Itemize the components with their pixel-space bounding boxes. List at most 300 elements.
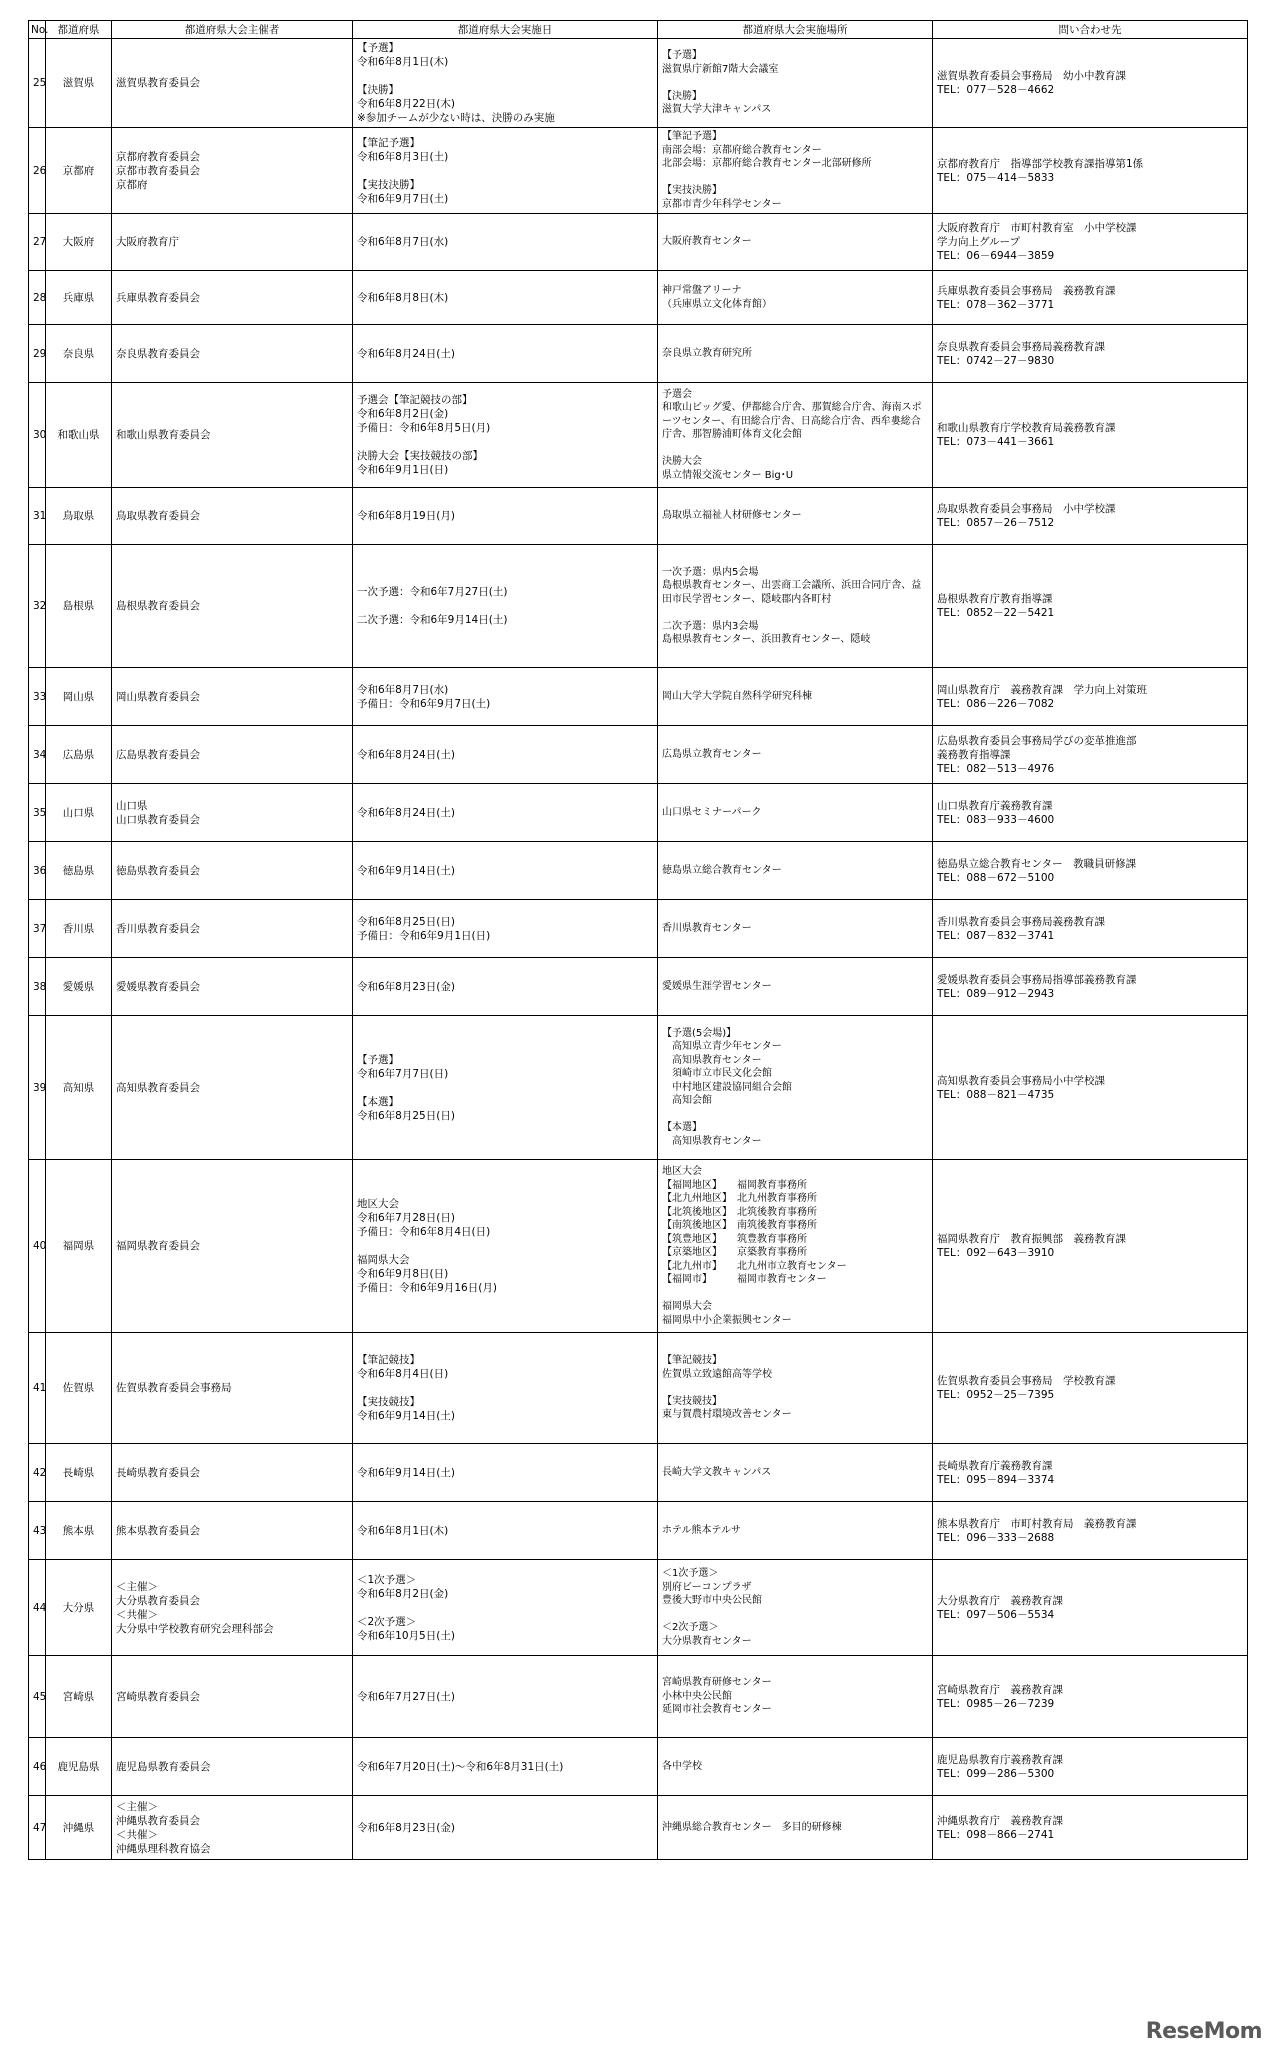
date-cell [353,1502,658,1560]
contact-cell-text: 高知県教育委員会事務局小中学校課 TEL：088－821－4735 [937,1074,1105,1101]
contact-cell [933,958,1248,1016]
date-cell-text: 一次予選：令和6年7月27日(土) 二次予選：令和6年9月14日(土) [357,586,508,626]
row-number-text: 47 [33,1821,47,1834]
venue-cell [658,1738,933,1796]
contact-cell-text: 鹿児島県教育庁義務教育課 TEL：099－286－5300 [937,1753,1063,1780]
prefecture-cell [46,545,112,668]
venue-cell-text: 予選会 和歌山ビッグ愛、伊都総合庁舎、那賀総合庁舎、海南スポーツセンター、有田総合庁舎、日高総合庁舎、西牟婁総合庁舎、那智勝浦町体育文化会館 決勝大会 県立情報交流センター Big･U [662,388,922,481]
table-row [29,383,1248,488]
row-number [29,1502,46,1560]
header-row [29,21,1248,39]
table-row [29,545,1248,668]
contact-cell [933,383,1248,488]
venue-cell [658,958,933,1016]
date-cell-text: 令和6年7月27日(土) [357,1690,455,1703]
date-cell-text: 地区大会 令和6年7月28日(日) 予備日：令和6年8月4日(日) 福岡県大会 令和6年9月8日(日) 予備日：令和6年9月16日(月) [357,1198,497,1294]
prefecture-cell [46,1502,112,1560]
organizer-cell [112,1444,353,1502]
header-organizer: 都道府県大会主催者 [112,21,353,39]
contact-cell [933,726,1248,784]
prefecture-cell [46,1738,112,1796]
venue-cell [658,128,933,214]
venue-cell [658,1333,933,1444]
prefecture-cell [46,726,112,784]
organizer-cell-text: 佐賀県教育委員会事務局 [116,1382,232,1394]
contact-cell [933,39,1248,128]
venue-cell-text: 奈良県立教育研究所 [662,347,752,359]
row-number-text: 45 [33,1690,47,1703]
prefecture-cell-text: 長崎県 [62,1466,95,1479]
organizer-cell-text: 福岡県教育委員会 [116,1240,200,1252]
venue-cell-text: 【予選(5会場)】 高知県立青少年センター 高知県教育センター 須崎市立市民文化会館 中村地区建設協同組合会館 高知会館 【本選】 高知県教育センター [662,1027,792,1147]
row-number [29,726,46,784]
row-number [29,1333,46,1444]
contact-cell [933,668,1248,726]
date-cell [353,1444,658,1502]
row-number-text: 29 [33,347,47,360]
contact-cell [933,1016,1248,1160]
organizer-cell [112,1560,353,1656]
organizer-cell-text: 滋賀県教育委員会 [116,77,200,89]
venue-cell-text: 山口県セミナーパーク [662,806,762,818]
date-cell-text: 令和6年8月25日(日) 予備日：令和6年9月1日(日) [357,915,491,942]
date-cell-text: 【筆記予選】 令和6年8月3日(土) 【実技決勝】 令和6年9月7日(土) [357,136,449,205]
header-contact: 問い合わせ先 [933,21,1248,39]
organizer-cell [112,1016,353,1160]
organizer-cell-text: 岡山県教育委員会 [116,690,200,703]
venue-cell-text: 徳島県立総合教育センター [662,864,782,876]
prefecture-cell-text: 山口県 [62,806,95,819]
prefecture-cell-text: 佐賀県 [62,1382,95,1394]
contact-cell-text: 福岡県教育庁 教育振興部 義務教育課 TEL：092－643－3910 [937,1233,1126,1259]
prefecture-cell [46,214,112,271]
venue-cell [658,271,933,325]
venue-cell [658,1160,933,1333]
contact-cell-text: 熊本県教育庁 市町村教育局 義務教育課 TEL：096－333－2688 [937,1517,1137,1544]
date-cell [353,271,658,325]
prefecture-cell [46,1656,112,1738]
venue-cell-text: 宮崎県教育研修センター 小林中央公民館 延岡市社会教育センター [662,1677,772,1716]
contact-cell-text: 広島県教育委員会事務局学びの変革推進部 義務教育指導課 TEL：082－513－4976 [937,734,1137,775]
row-number [29,545,46,668]
table-row [29,784,1248,842]
contact-cell-text: 長崎県教育庁義務教育課 TEL：095－894－3374 [937,1459,1055,1486]
venue-cell-text: 各中学校 [662,1760,702,1772]
prefecture-cell-text: 兵庫県 [62,291,95,304]
venue-cell [658,39,933,128]
prefecture-cell [46,958,112,1016]
organizer-cell-text: 奈良県教育委員会 [116,347,200,360]
header-no: No. [29,21,46,39]
row-number [29,1560,46,1656]
organizer-cell [112,958,353,1016]
date-cell-text: 令和6年8月24日(土) [357,806,455,819]
date-cell [353,39,658,128]
prefecture-cell [46,1560,112,1656]
organizer-cell-text: 京都府教育委員会 京都市教育委員会 京都府 [116,150,200,191]
row-number-text: 25 [33,77,47,89]
row-number-text: 31 [33,510,47,522]
venue-cell [658,214,933,271]
prefecture-cell [46,488,112,545]
date-cell [353,784,658,842]
date-cell-text: 予選会【筆記競技の部】 令和6年8月2日(金) 予備日：令和6年8月5日(月) 決勝大会【実技競技の部】 令和6年9月1日(日) [357,394,491,476]
organizer-cell-text: 鹿児島県教育委員会 [116,1760,211,1773]
prefecture-cell-text: 和歌山県 [57,429,100,441]
venue-cell [658,1444,933,1502]
row-number-text: 27 [33,236,47,248]
prefecture-cell [46,128,112,214]
contact-cell [933,842,1248,900]
venue-cell-text: 岡山大学大学院自然科学研究科棟 [662,690,812,702]
row-number [29,325,46,383]
contact-cell [933,1502,1248,1560]
date-cell-text: 令和6年8月24日(土) [357,748,455,761]
row-number [29,1444,46,1502]
row-number-text: 28 [33,291,47,304]
prefecture-cell-text: 大分県 [62,1601,95,1614]
organizer-cell [112,1738,353,1796]
prefecture-cell [46,784,112,842]
organizer-cell [112,1656,353,1738]
contact-cell-text: 岡山県教育庁 義務教育課 学力向上対策班 TEL：086－226－7082 [937,683,1147,710]
organizer-cell [112,325,353,383]
table-row [29,1502,1248,1560]
table-row [29,668,1248,726]
venue-cell-text: 愛媛県生涯学習センター [662,980,772,992]
venue-cell-text: ＜1次予選＞ 別府ビーコンプラザ 豊後大野市中央公民館 ＜2次予選＞ 大分県教育センター [662,1568,762,1647]
date-cell-text: ＜1次予選＞ 令和6年8月2日(金) ＜2次予選＞ 令和6年10月5日(土) [357,1573,455,1642]
prefecture-cell-text: 広島県 [62,748,95,761]
contact-cell [933,545,1248,668]
table-row [29,900,1248,958]
venue-cell [658,900,933,958]
venue-cell-text: ホテル熊本テルサ [662,1524,741,1536]
venue-cell-text: 大阪府教育センター [662,236,752,248]
organizer-cell [112,784,353,842]
date-cell [353,1656,658,1738]
organizer-cell [112,668,353,726]
table-row [29,325,1248,383]
prefecture-cell [46,1160,112,1333]
venue-cell [658,784,933,842]
prefecture-cell-text: 愛媛県 [62,980,95,993]
table-row [29,128,1248,214]
table-row [29,271,1248,325]
date-cell-text: 令和6年7月20日(土)～令和6年8月31日(土) [357,1760,564,1773]
venue-cell-text: 広島県立教育センター [662,748,762,760]
prefecture-cell [46,1444,112,1502]
date-cell-text: 令和6年8月7日(水) 予備日：令和6年9月7日(土) [357,683,491,710]
date-cell [353,726,658,784]
organizer-cell [112,1796,353,1860]
row-number [29,271,46,325]
date-cell-text: 【筆記競技】 令和6年8月4日(日) 【実技競技】 令和6年9月14日(土) [357,1354,455,1422]
date-cell-text: 令和6年9月14日(土) [357,1466,455,1479]
contact-cell [933,214,1248,271]
contact-cell-text: 兵庫県教育委員会事務局 義務教育課 TEL：078－362－3771 [937,284,1116,311]
date-cell [353,1016,658,1160]
date-cell-text: 令和6年8月24日(土) [357,347,455,360]
prefecture-cell-text: 鹿児島県 [57,1760,100,1773]
prefecture-cell-text: 福岡県 [62,1240,95,1252]
date-cell [353,1796,658,1860]
row-number-text: 30 [33,429,47,441]
contact-cell-text: 島根県教育庁教育指導課 TEL：0852－22－5421 [937,593,1055,619]
organizer-cell-text: 徳島県教育委員会 [116,864,200,877]
row-number-text: 38 [33,980,47,993]
row-number [29,900,46,958]
prefecture-cell [46,39,112,128]
prefecture-cell-text: 鳥取県 [62,510,95,522]
row-number [29,1738,46,1796]
contact-cell-text: 大分県教育庁 義務教育課 TEL：097－506－5534 [937,1594,1063,1621]
date-cell [353,128,658,214]
date-cell [353,1560,658,1656]
contact-cell-text: 京都府教育庁 指導部学校教育課指導第1係 TEL：075－414－5833 [937,157,1144,184]
organizer-cell-text: 山口県 山口県教育委員会 [116,799,200,826]
organizer-cell-text: 鳥取県教育委員会 [116,510,200,522]
table-row [29,726,1248,784]
venue-cell [658,325,933,383]
row-number-text: 42 [33,1466,47,1479]
organizer-cell [112,1502,353,1560]
date-cell [353,1738,658,1796]
date-cell-text: 令和6年8月19日(月) [357,510,455,522]
venue-cell-text: 地区大会 【福岡地区】 福岡教育事務所 【北九州地区】 北九州教育事務所 【北筑後地区】 北筑後教育事務所 【南筑後地区】 南筑後教育事務所 【筑豊地区】 筑豊教育事務所 【京築地区】 京築教育事務所 【北九州市】 北九州市立教育センター 【福岡市】 福岡市教育センター 福岡県大会 福岡県中小企業振興センター [662,1166,847,1326]
table-row [29,1444,1248,1502]
venue-cell [658,1656,933,1738]
organizer-cell-text: 広島県教育委員会 [116,748,200,761]
organizer-cell-text: 大阪府教育庁 [116,236,179,248]
contact-cell-text: 佐賀県教育委員会事務局 学校教育課 TEL：0952－25－7395 [937,1375,1116,1401]
venue-cell [658,1796,933,1860]
row-number [29,842,46,900]
date-cell [353,668,658,726]
date-cell-text: 【予選】 令和6年7月7日(日) 【本選】 令和6年8月25日(日) [357,1053,455,1122]
organizer-cell-text: 長崎県教育委員会 [116,1466,200,1479]
venue-cell-text: 【筆記競技】 佐賀県立致遠館高等学校 【実技競技】 東与賀農村環境改善センター [662,1355,792,1421]
contact-cell-text: 山口県教育庁義務教育課 TEL：083－933－4600 [937,799,1055,826]
table-row [29,1160,1248,1333]
row-number-text: 35 [33,806,47,819]
contact-cell-text: 奈良県教育委員会事務局義務教育課 TEL：0742－27－9830 [937,340,1105,367]
row-number [29,383,46,488]
table-row [29,1656,1248,1738]
table-row [29,842,1248,900]
organizer-cell [112,900,353,958]
venue-cell-text: 香川県教育センター [662,922,752,934]
venue-cell [658,488,933,545]
table-row [29,1560,1248,1656]
contact-cell [933,488,1248,545]
row-number [29,1796,46,1860]
contact-cell [933,784,1248,842]
row-number [29,1016,46,1160]
prefecture-cell-text: 奈良県 [62,347,95,360]
prefecture-cell [46,668,112,726]
row-number [29,1160,46,1333]
row-number-text: 32 [33,600,47,612]
table-row [29,39,1248,128]
row-number [29,1656,46,1738]
date-cell [353,383,658,488]
row-number [29,39,46,128]
contact-cell-text: 滋賀県教育委員会事務局 幼小中教育課 TEL：077－528－4662 [937,70,1126,96]
table-row [29,214,1248,271]
organizer-cell [112,39,353,128]
contact-cell [933,1796,1248,1860]
venue-cell [658,545,933,668]
prefecture-cell [46,1016,112,1160]
contact-cell-text: 鳥取県教育委員会事務局 小中学校課 TEL：0857－26－7512 [937,503,1116,529]
resemom-logo: ReseMom [1145,2019,1262,2044]
date-cell [353,214,658,271]
prefecture-cell [46,900,112,958]
contact-cell [933,128,1248,214]
organizer-cell-text: 島根県教育委員会 [116,600,200,612]
contact-cell [933,1333,1248,1444]
contact-cell [933,1738,1248,1796]
prefecture-cell [46,1796,112,1860]
row-number-text: 46 [33,1760,47,1773]
row-number-text: 41 [33,1382,47,1394]
venue-cell-text: 鳥取県立福祉人材研修センター [662,510,802,522]
prefecture-cell-text: 沖縄県 [62,1821,95,1834]
prefecture-cell-text: 宮崎県 [62,1690,95,1703]
prefecture-cell-text: 京都府 [62,164,95,177]
organizer-cell [112,1333,353,1444]
prefecture-cell [46,842,112,900]
date-cell [353,545,658,668]
venue-cell-text: 【筆記予選】 南部会場：京都府総合教育センター 北部会場：京都府総合教育センター北部研修所 【実技決勝】 京都市青少年科学センター [662,131,872,210]
contact-cell [933,1444,1248,1502]
organizer-cell [112,214,353,271]
organizer-cell [112,842,353,900]
venue-cell [658,1016,933,1160]
venue-cell [658,1560,933,1656]
prefecture-cell-text: 熊本県 [62,1524,95,1537]
prefecture-cell-text: 高知県 [62,1081,95,1094]
contact-cell-text: 宮崎県教育庁 義務教育課 TEL：0985－26－7239 [937,1683,1063,1710]
organizer-cell-text: ＜主催＞ 大分県教育委員会 ＜共催＞ 大分県中学校教育研究会理科部会 [116,1580,274,1635]
contact-cell-text: 和歌山県教育庁学校教育局義務教育課 TEL：073－441－3661 [937,422,1116,448]
date-cell [353,900,658,958]
date-cell [353,958,658,1016]
row-number [29,488,46,545]
venue-cell [658,383,933,488]
contact-cell-text: 愛媛県教育委員会事務局指導部義務教育課 TEL：089－912－2943 [937,973,1137,1000]
prefecture-cell-text: 島根県 [62,600,95,612]
date-cell-text: 令和6年9月14日(土) [357,864,455,877]
prefecture-cell [46,325,112,383]
tournament-table [28,20,1248,1860]
prefecture-cell-text: 滋賀県 [62,77,95,89]
organizer-cell-text: 兵庫県教育委員会 [116,291,200,304]
organizer-cell [112,128,353,214]
contact-cell [933,1160,1248,1333]
row-number [29,214,46,271]
contact-cell [933,325,1248,383]
organizer-cell-text: ＜主催＞ 沖縄県教育委員会 ＜共催＞ 沖縄県理科教育協会 [116,1800,211,1855]
venue-cell [658,842,933,900]
row-number-text: 37 [33,922,47,935]
prefecture-cell [46,383,112,488]
contact-cell [933,1656,1248,1738]
date-cell-text: 令和6年8月1日(木) [357,1524,449,1537]
row-number-text: 34 [33,748,47,761]
prefecture-cell [46,1333,112,1444]
organizer-cell-text: 宮崎県教育委員会 [116,1690,200,1703]
date-cell-text: 【予選】 令和6年8月1日(木) 【決勝】 令和6年8月22日(木) ※参加チームが少ない時は、決勝のみ実施 [357,42,555,124]
prefecture-cell-text: 岡山県 [62,690,95,703]
organizer-cell [112,488,353,545]
row-number [29,128,46,214]
venue-cell [658,726,933,784]
date-cell [353,1160,658,1333]
organizer-cell [112,726,353,784]
table-row [29,1796,1248,1860]
row-number-text: 43 [33,1524,47,1537]
row-number [29,784,46,842]
venue-cell [658,1502,933,1560]
venue-cell-text: 一次予選：県内5会場 島根県教育センター、出雲商工会議所、浜田合同庁舎、益田市民学習センター、隠岐郡内各町村 二次予選：県内3会場 島根県教育センター、浜田教育センター、隠岐 [662,566,922,645]
organizer-cell [112,383,353,488]
organizer-cell-text: 和歌山県教育委員会 [116,429,211,441]
table-row [29,488,1248,545]
date-cell [353,325,658,383]
contact-cell [933,900,1248,958]
date-cell [353,842,658,900]
row-number-text: 39 [33,1081,47,1094]
contact-cell-text: 沖縄県教育庁 義務教育課 TEL：098－866－2741 [937,1814,1063,1841]
organizer-cell-text: 熊本県教育委員会 [116,1524,200,1537]
venue-cell [658,668,933,726]
organizer-cell [112,271,353,325]
table-row [29,1333,1248,1444]
prefecture-cell-text: 大阪府 [62,236,95,248]
table-row [29,958,1248,1016]
table-row [29,1738,1248,1796]
venue-cell-text: 沖縄県総合教育センター 多目的研修棟 [662,1821,842,1833]
contact-cell [933,1560,1248,1656]
contact-cell-text: 香川県教育委員会事務局義務教育課 TEL：087－832－3741 [937,915,1105,942]
venue-cell-text: 長崎大学文教キャンパス [662,1466,772,1478]
header-prefecture: 都道府県 [46,21,112,39]
contact-cell [933,271,1248,325]
date-cell-text: 令和6年8月7日(水) [357,236,449,248]
row-number [29,958,46,1016]
organizer-cell-text: 香川県教育委員会 [116,922,200,935]
venue-cell-text: 【予選】 滋賀県庁新館7階大会議室 【決勝】 滋賀大学大津キャンパス [662,50,779,116]
organizer-cell-text: 高知県教育委員会 [116,1081,200,1094]
date-cell-text: 令和6年8月23日(金) [357,1821,455,1834]
date-cell [353,1333,658,1444]
prefecture-cell-text: 徳島県 [62,864,95,877]
row-number-text: 44 [33,1601,47,1614]
date-cell-text: 令和6年8月23日(金) [357,980,455,993]
contact-cell-text: 徳島県立総合教育センター 教職員研修課 TEL：088－672－5100 [937,857,1137,884]
prefecture-cell [46,271,112,325]
row-number [29,668,46,726]
row-number-text: 36 [33,864,47,877]
header-venue: 都道府県大会実施場所 [658,21,933,39]
prefecture-cell-text: 香川県 [62,922,95,935]
row-number-text: 33 [33,690,47,703]
date-cell [353,488,658,545]
table-row [29,1016,1248,1160]
organizer-cell [112,1160,353,1333]
